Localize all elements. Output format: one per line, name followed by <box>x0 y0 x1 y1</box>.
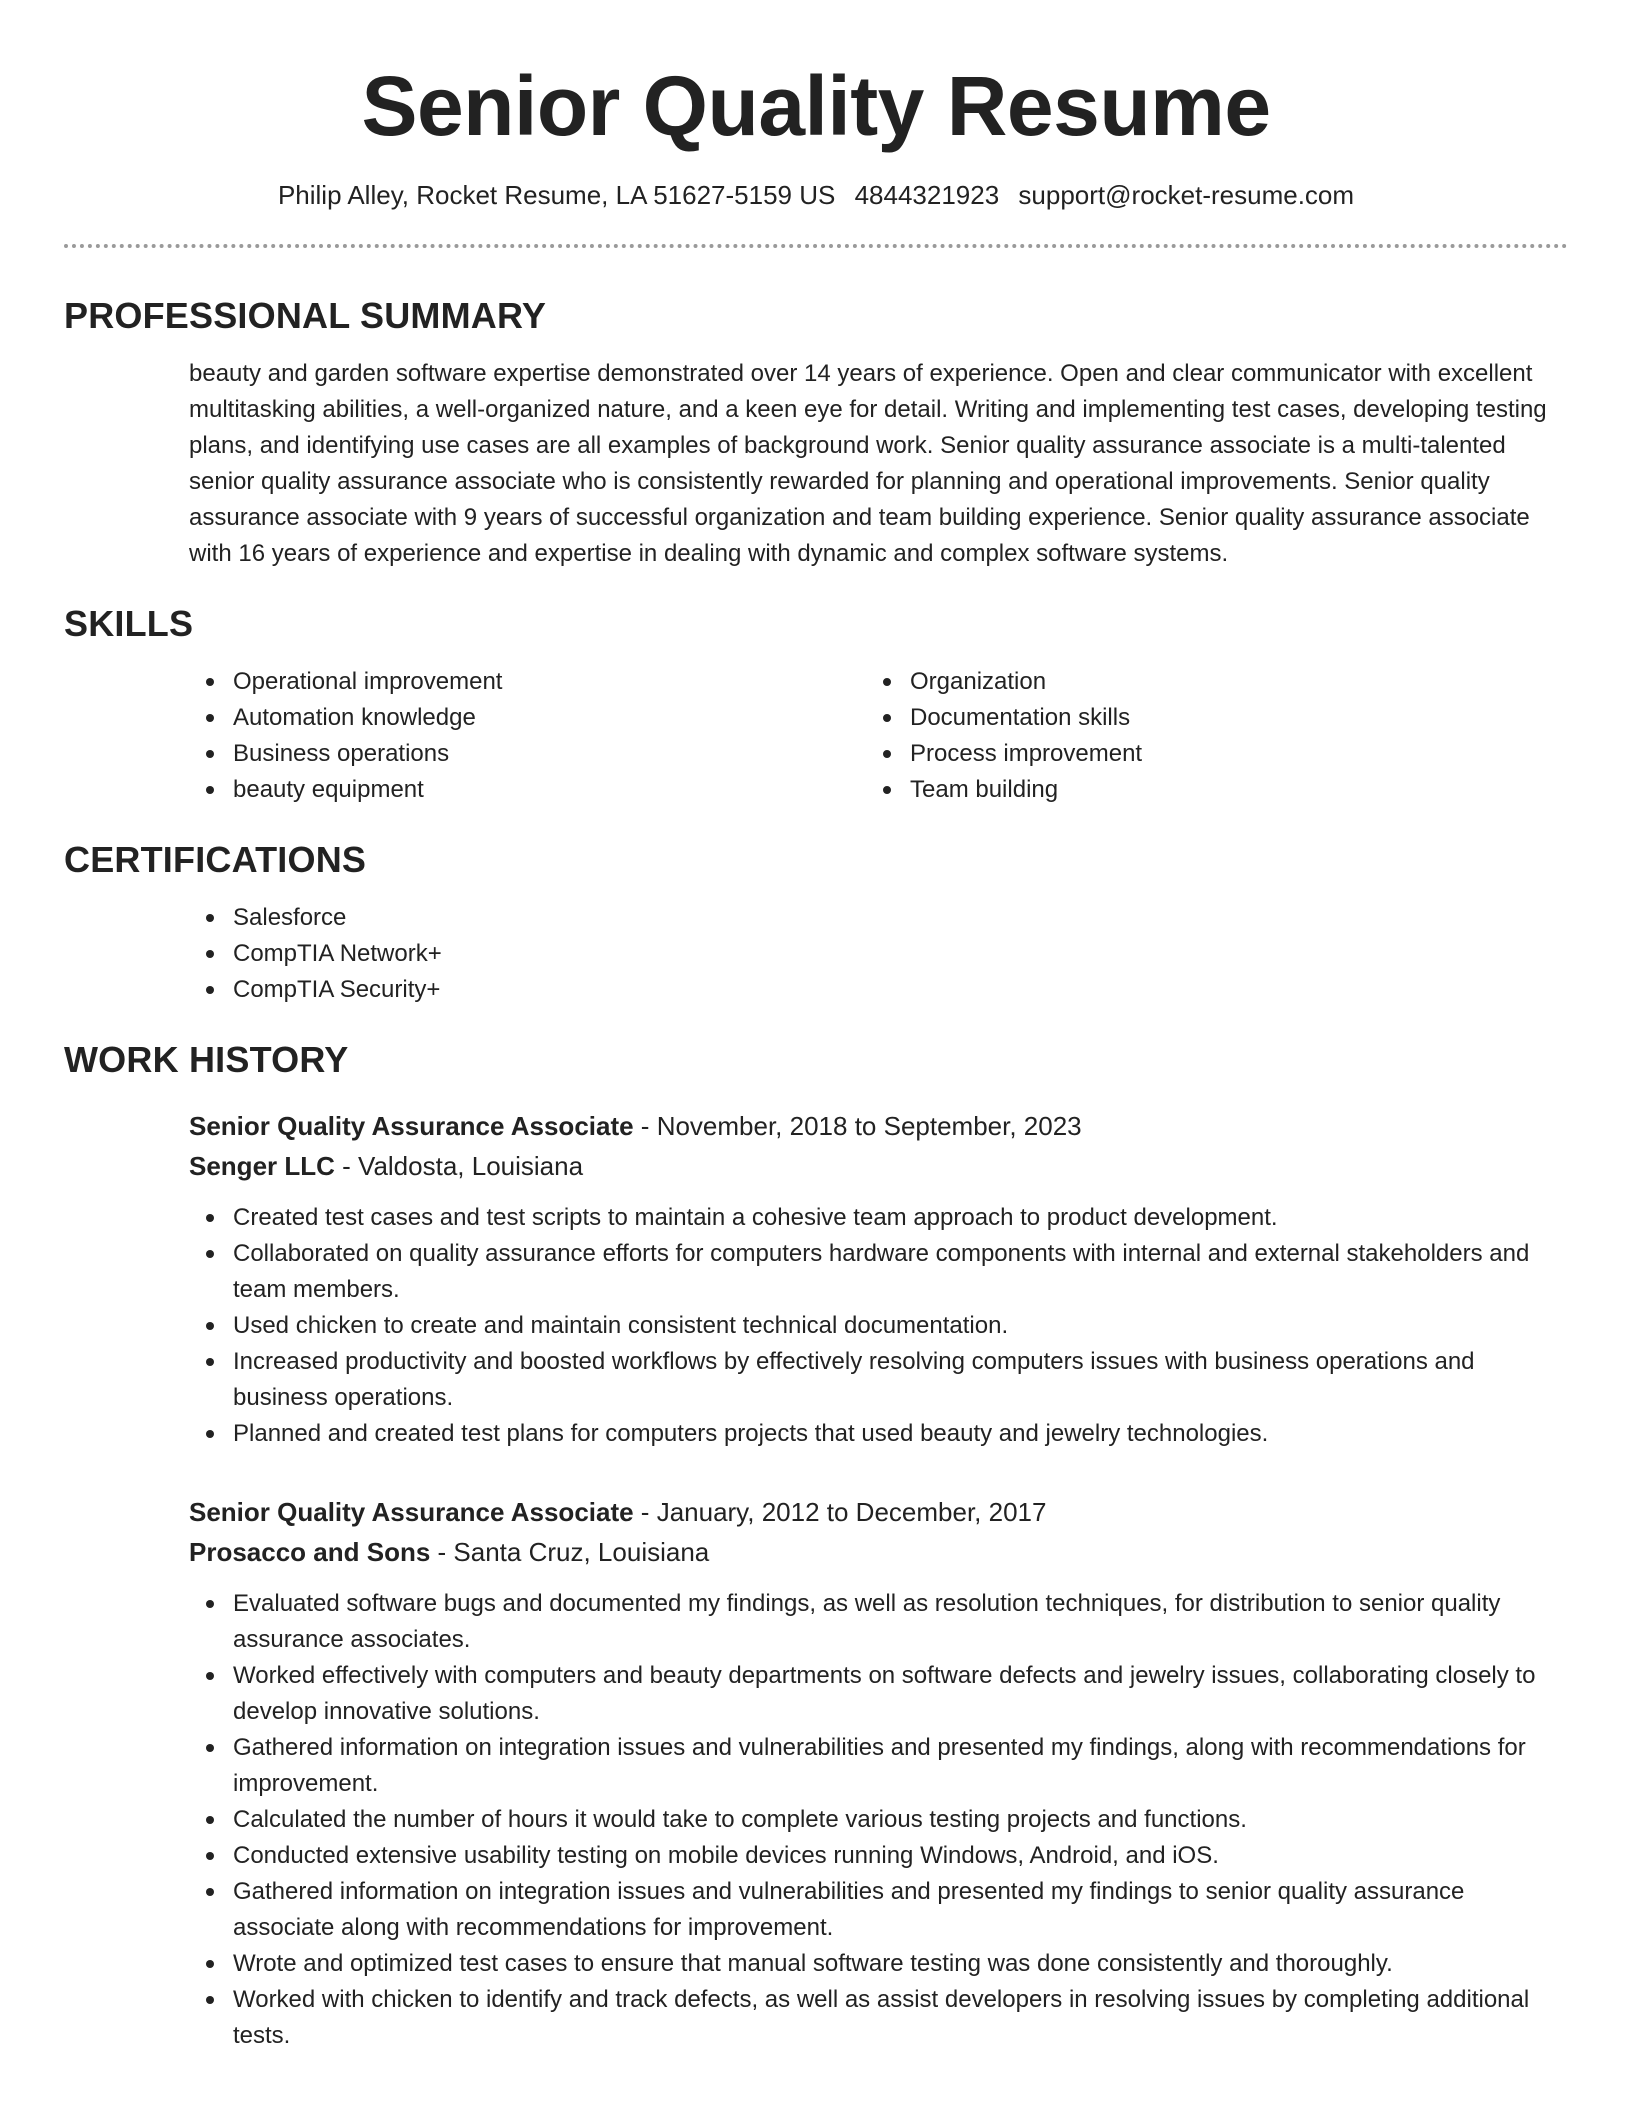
bullet-dot-icon <box>206 1852 214 1860</box>
list-item-text: Conducted extensive usability testing on mobile devices running Windows, Android, and iOS. <box>233 1842 1219 1869</box>
list-item <box>189 1416 1568 1452</box>
separator: - <box>430 1537 454 1567</box>
list-item-text: Calculated the number of hours it would take to complete various testing projects and functions. <box>233 1806 1247 1833</box>
skills-left-list <box>189 664 866 808</box>
list-item <box>189 1344 1568 1416</box>
job-dates: November, 2018 to September, 2023 <box>656 1111 1082 1141</box>
list-item <box>189 1838 1568 1874</box>
bullet-dot-icon <box>206 1996 214 2004</box>
bullet-dot-icon <box>883 678 891 686</box>
bullet-dot-icon <box>883 750 891 758</box>
job-bullets <box>189 1200 1568 1452</box>
job-company-line <box>189 1146 1568 1186</box>
list-item <box>866 664 1543 700</box>
list-item-text: Worked effectively with computers and beauty departments on software defects and jewelry issues, collaborating closely to develop innovative solutions. <box>233 1662 1536 1725</box>
bullet-dot-icon <box>206 1600 214 1608</box>
list-item <box>189 664 866 700</box>
list-item-text: Process improvement <box>910 740 1143 767</box>
job-title: Senior Quality Assurance Associate <box>189 1111 634 1141</box>
certifications-section <box>64 838 1568 1008</box>
list-item <box>189 736 866 772</box>
bullet-dot-icon <box>206 1250 214 1258</box>
job-location: Valdosta, Louisiana <box>358 1151 584 1181</box>
list-item-text: Automation knowledge <box>233 704 476 731</box>
list-item-text: CompTIA Security+ <box>233 976 441 1003</box>
bullet-dot-icon <box>206 1214 214 1222</box>
header-divider <box>64 244 1568 248</box>
list-item-text: Increased productivity and boosted workflows by effectively resolving computers issues with business operations and business operations. <box>233 1348 1475 1411</box>
job-title-line <box>189 1492 1568 1532</box>
list-item-text: Collaborated on quality assurance efforts for computers hardware components with internal and external stakeholders and team members. <box>233 1240 1530 1303</box>
list-item-text: beauty equipment <box>233 776 424 803</box>
separator: - <box>334 1151 359 1181</box>
job-entry <box>189 1492 1568 2054</box>
skills-grid <box>189 664 1568 808</box>
list-item-text: Operational improvement <box>233 668 503 695</box>
separator: - <box>633 1111 657 1141</box>
contact-address: Philip Alley, Rocket Resume, LA 51627-5159 US <box>277 180 836 210</box>
bullet-dot-icon <box>206 1816 214 1824</box>
summary-heading: PROFESSIONAL SUMMARY <box>64 295 547 336</box>
job-company: Prosacco and Sons <box>189 1537 431 1567</box>
summary-section <box>64 294 1568 572</box>
bullet-dot-icon <box>206 678 214 686</box>
bullet-dot-icon <box>206 950 214 958</box>
bullet-dot-icon <box>206 1358 214 1366</box>
job-location: Santa Cruz, Louisiana <box>453 1537 710 1567</box>
bullet-dot-icon <box>883 786 891 794</box>
job-title-line <box>189 1106 1568 1146</box>
job-company-line <box>189 1532 1568 1572</box>
summary-text: beauty and garden software expertise demonstrated over 14 years of experience. Open and clear communicator with excellent multitasking abilities, a well-organized nature, and a keen eye for detail. Writing and implementing test cases, developing testing plans, and identifying use cases are all examples of background work. Senior quality assurance associate is a multi-talented senior quality assurance associate who is consistently rewarded for planning and operational improvements. Senior quality assurance associate with 9 years of successful organization and team building experience. Senior quality assurance associate with 16 years of experience and expertise in dealing with dynamic and complex software systems. <box>189 360 1547 567</box>
bullet-dot-icon <box>883 714 891 722</box>
job-bullets <box>189 1586 1568 2054</box>
list-item <box>189 1946 1568 1982</box>
list-item-text: Organization <box>910 668 1047 695</box>
bullet-dot-icon <box>206 1322 214 1330</box>
work-section <box>64 1038 1568 2054</box>
skills-right-list <box>866 664 1543 808</box>
contact-phone: 4844321923 <box>854 180 1000 210</box>
certifications-heading: CERTIFICATIONS <box>64 839 367 880</box>
list-item <box>189 1730 1568 1802</box>
work-heading: WORK HISTORY <box>64 1039 349 1080</box>
list-item-text: Team building <box>910 776 1059 803</box>
resume-title: Senior Quality Resume <box>361 59 1271 153</box>
bullet-dot-icon <box>206 1960 214 1968</box>
list-item <box>189 1236 1568 1308</box>
list-item <box>189 1874 1568 1946</box>
list-item-text: Business operations <box>233 740 450 767</box>
bullet-dot-icon <box>206 1672 214 1680</box>
list-item <box>189 972 1568 1008</box>
list-item-text: Wrote and optimized test cases to ensure that manual software testing was done consistently and thoroughly. <box>233 1950 1393 1977</box>
job-title: Senior Quality Assurance Associate <box>189 1497 634 1527</box>
list-item-text: CompTIA Network+ <box>233 940 442 967</box>
list-item <box>866 700 1543 736</box>
bullet-dot-icon <box>206 1888 214 1896</box>
bullet-dot-icon <box>206 986 214 994</box>
list-item <box>189 700 866 736</box>
list-item <box>189 1658 1568 1730</box>
list-item-text: Used chicken to create and maintain consistent technical documentation. <box>233 1312 1009 1339</box>
skills-heading: SKILLS <box>64 603 194 644</box>
certifications-list <box>189 900 1568 1008</box>
list-item <box>189 936 1568 972</box>
list-item-text: Created test cases and test scripts to maintain a cohesive team approach to product development. <box>233 1204 1278 1231</box>
bullet-dot-icon <box>206 1430 214 1438</box>
job-company: Senger LLC <box>189 1151 335 1181</box>
list-item-text: Gathered information on integration issues and vulnerabilities and presented my findings, along with recommendations for improvement. <box>233 1734 1526 1797</box>
list-item <box>189 1200 1568 1236</box>
bullet-dot-icon <box>206 750 214 758</box>
list-item <box>189 1982 1568 2054</box>
job-entry <box>189 1106 1568 1452</box>
list-item <box>866 772 1543 808</box>
list-item-text: Evaluated software bugs and documented my findings, as well as resolution techniques, for distribution to senior quality assurance associates. <box>233 1590 1501 1653</box>
list-item <box>189 1308 1568 1344</box>
job-dates: January, 2012 to December, 2017 <box>656 1497 1047 1527</box>
list-item-text: Documentation skills <box>910 704 1131 731</box>
contact-line <box>64 178 1568 212</box>
bullet-dot-icon <box>206 786 214 794</box>
contact-email: support@rocket-resume.com <box>1018 180 1355 210</box>
list-item <box>866 736 1543 772</box>
list-item-text: Gathered information on integration issues and vulnerabilities and presented my findings to senior quality assurance associate along with recommendations for improvement. <box>233 1878 1465 1941</box>
list-item <box>189 772 866 808</box>
list-item-text: Worked with chicken to identify and track defects, as well as assist developers in resolving issues by completing additional tests. <box>233 1986 1530 2049</box>
skills-section <box>64 602 1568 808</box>
list-item <box>189 1586 1568 1658</box>
list-item-text: Salesforce <box>233 904 347 931</box>
list-item <box>189 1802 1568 1838</box>
list-item-text: Planned and created test plans for computers projects that used beauty and jewelry technologies. <box>233 1420 1269 1447</box>
bullet-dot-icon <box>206 1744 214 1752</box>
list-item <box>189 900 1568 936</box>
bullet-dot-icon <box>206 914 214 922</box>
bullet-dot-icon <box>206 714 214 722</box>
separator: - <box>633 1497 657 1527</box>
